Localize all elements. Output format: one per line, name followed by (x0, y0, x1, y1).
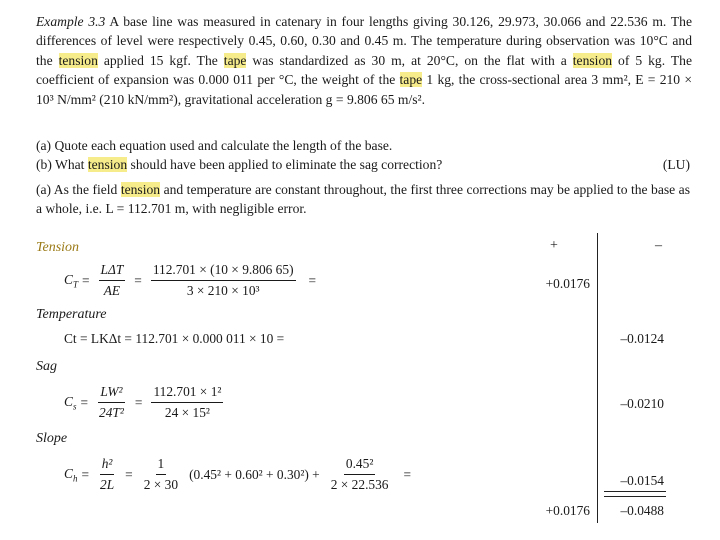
plus-total: +0.0176 (545, 503, 590, 518)
statement-text-3: was standardized as 30 m, at 20°C, on the flat with a (246, 52, 573, 68)
slope-sum: (0.45² + 0.60² + 0.30²) + (189, 466, 320, 482)
slope-heading: Slope (36, 431, 68, 446)
question-a-text: (a) Quote each equation used and calculate the length of the base. (36, 138, 393, 153)
minus-total-rule (604, 491, 666, 492)
highlight-tape: tape (399, 72, 423, 88)
highlight-tape: tape (223, 52, 247, 68)
minus-column-header: – (655, 238, 662, 253)
sag-fraction-symbolic: $\frac{\text{LW²}}{\text{24T²}}$ (99, 384, 124, 420)
answer-text-2: and temperature are constant throughout, the first three corrections may be applied to the base as a whole, i.e. L = 112.701 m, with negligible error. (36, 182, 690, 217)
highlight-tension: tension (58, 52, 98, 68)
tension-heading: Tension (36, 240, 80, 255)
minus-total: –0.0488 (620, 503, 664, 518)
sag-fraction-numeric: $\frac{\text{112.701 × 1²}}{\text{24 × 15²}}$ (153, 384, 222, 420)
question-b (36, 155, 690, 174)
question-b-text-1: (b) What (36, 157, 88, 172)
sag-lhs: $C_s$ (64, 393, 77, 412)
slope-fraction-symbolic: $\frac{\text{h²}}{2L}$ (100, 456, 115, 492)
tension-value: +0.0176 (545, 276, 590, 291)
statement-text-4: of 5 kg. The coefficient of expansion was 0.000 011 per °C, the weight of the (36, 52, 692, 88)
temperature-equation: Ct = LKΔt = 112.701 × 0.000 011 × 10 = (64, 331, 285, 346)
tension-fraction-symbolic: $\frac{\text{LΔT}}{AE}$ (100, 262, 124, 298)
sag-heading: Sag (36, 359, 57, 374)
answer-text-1: (a) As the field (36, 182, 121, 197)
statement-text-2: applied 15 kgf. The (97, 52, 224, 68)
slope-value: –0.0154 (620, 473, 664, 488)
plus-column-header: + (550, 238, 558, 253)
question-a (36, 136, 690, 155)
highlight-tension: tension (120, 182, 161, 197)
temperature-value: –0.0124 (620, 331, 664, 346)
slope-equation: $C_h$ = $\frac{\text{h²}}{2L}$ = $\frac{1}{2 \times 30}$ (0.45² + 0.60² + 0.30²) + $\frac{\text{0.45²}}{2 \times 22.536}$ = (64, 456, 412, 492)
temperature-heading: Temperature (36, 307, 107, 322)
column-divider (597, 233, 598, 523)
highlight-tension: tension (572, 52, 613, 68)
question-b-text-2: should have been applied to eliminate the sag correction? (127, 157, 443, 172)
tension-lhs: $C_T$ (64, 271, 78, 290)
statement-text-5: 1 kg, the cross-sectional area 3 mm², E = 210 × 10³ N/mm² (210 kN/mm²), gravitational acceleration g = 9.806 65 m/s². (36, 72, 693, 107)
highlight-tension: tension (87, 157, 128, 172)
sag-equation: $C_s$ = $\frac{\text{LW²}}{\text{24T²}}$ = $\frac{\text{112.701 × 1²}}{\text{24 × 15²}}$ (64, 384, 222, 420)
problem-statement (36, 12, 692, 109)
statement-text-1: A base line was measured in catenary in four lengths giving 30.126, 29.973, 30.066 and 22.536 m. The differences of level were respectively 0.45, 0.60, 0.30 and 0.45 m. The temperature during observation was 10°C and the (36, 14, 692, 68)
answer-intro (36, 180, 690, 219)
tension-equation: $C_T$ = $\frac{\text{LΔT}}{AE}$ = $\frac{112.701 \times (10 \times 9.806 65)}{\text{3 × 210 × 10³}}$ = (64, 262, 317, 298)
tension-fraction-numeric: $\frac{112.701 \times (10 \times 9.806 65)}{\text{3 × 210 × 10³}}$ (152, 262, 294, 298)
source-label: (LU) (662, 157, 690, 172)
minus-total-rule-2 (604, 496, 666, 497)
slope-fraction-2: $\frac{\text{0.45²}}{2 \times 22.536}$ (330, 456, 389, 492)
slope-lhs: $C_h$ (64, 465, 78, 484)
slope-fraction-1: $\frac{1}{2 \times 30}$ (143, 456, 179, 492)
example-label: Example 3.3 (36, 14, 106, 29)
sag-value: –0.0210 (620, 396, 664, 411)
